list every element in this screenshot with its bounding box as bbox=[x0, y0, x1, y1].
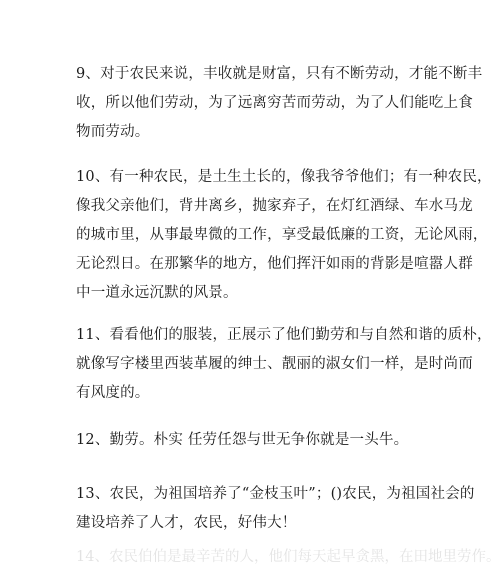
paragraph-line: 收，所以他们劳动，为了远离穷苦而劳动，为了人们能吃上食 bbox=[76, 95, 473, 111]
paragraph-line: 的城市里，从事最卑微的工作，享受最低廉的工资，无论风雨， bbox=[76, 227, 488, 243]
paragraph-13 bbox=[76, 480, 475, 538]
paragraph-9 bbox=[76, 60, 483, 147]
paragraph-line: 13、农民，为祖国培养了“金枝玉叶”；()农民，为祖国社会的 bbox=[76, 486, 475, 502]
paragraph-line: 无论烈日。在那繁华的地方，他们挥汗如雨的背影是喧嚣人群 bbox=[76, 256, 473, 272]
paragraph-line: 11、看看他们的服装，正展示了他们勤劳和与自然和谐的质朴， bbox=[76, 327, 492, 343]
paragraph-line: 10、有一种农民，是土生土长的，像我爷爷他们；有一种农民， bbox=[76, 169, 492, 185]
paragraph-line: 像我父亲他们，背井离乡，抛家弃子，在灯红酒绿、车水马龙 bbox=[76, 198, 473, 214]
paragraph-line: 有风度的。 bbox=[76, 385, 150, 401]
paragraph-12 bbox=[76, 426, 436, 455]
paragraph-line: 建设培养了人才，农民，好伟大！ bbox=[76, 515, 297, 531]
paragraph-11 bbox=[76, 321, 492, 408]
paragraph-line: 9、对于农民来说，丰收就是财富，只有不断劳动，才能不断丰 bbox=[76, 66, 483, 82]
faded-next-paragraph: 14、农民伯伯是最辛苦的人，他们每天起早贪黑，在田地里劳作。 bbox=[76, 549, 500, 565]
paragraph-line: 12、勤劳。朴实 任劳任怨与世无争你就是一头牛。 bbox=[76, 432, 409, 448]
paragraph-10 bbox=[76, 163, 492, 308]
paragraph-line: 物而劳动。 bbox=[76, 124, 150, 140]
paragraph-line: 中一道永远沉默的风景。 bbox=[76, 285, 238, 301]
paragraph-line: 就像写字楼里西装革履的绅士、靓丽的淑女们一样，是时尚而 bbox=[76, 356, 473, 372]
